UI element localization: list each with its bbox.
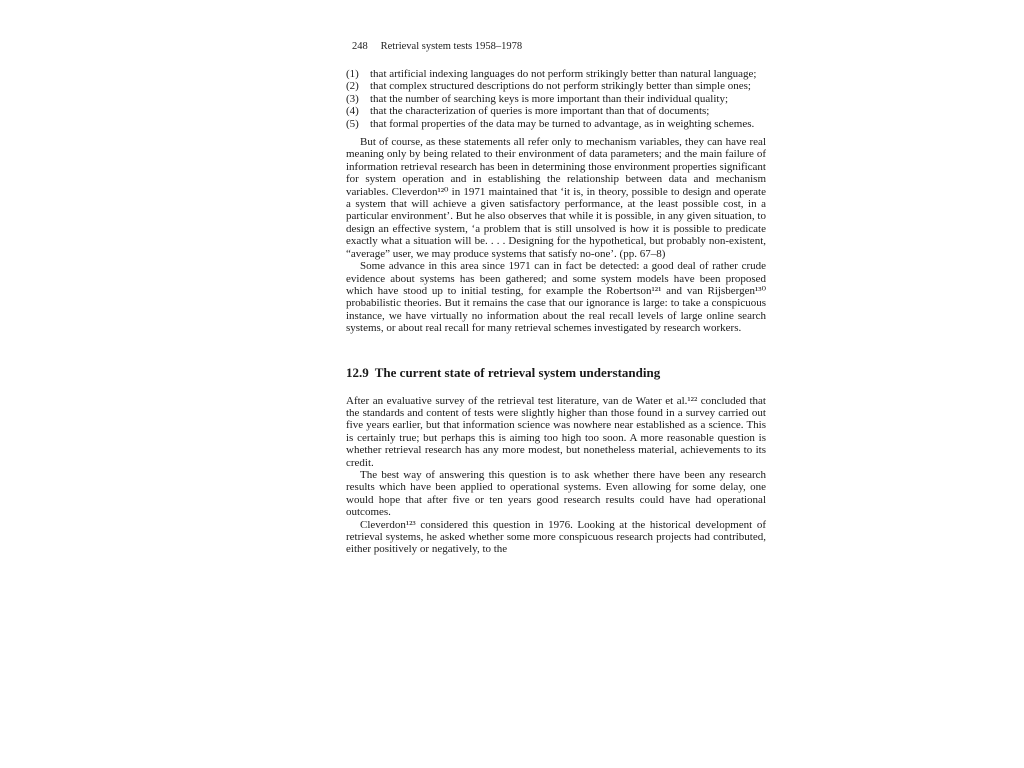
list-item [346,118,766,130]
body-paragraph: After an evaluative survey of the retrieval test literature, van de Water et al.¹²² concluded that the standards and content of tests were slightly higher than those found in a survey carried out five years earlier, but that information science was nowhere near established as a science. This is certainly true; but perhaps this is aiming too high too soon. A more reasonable question is whether retrieval research has any more modest, but nonetheless material, achievements to its credit. [346,394,766,469]
list-item-text: that artificial indexing languages do not perform strikingly better than natural language; [370,68,757,80]
body-paragraph: Cleverdon¹²³ considered this question in 1976. Looking at the historical development of retrieval systems, he asked whether some more conspicuous research projects had contributed, either positively or negatively, to the [346,518,766,556]
section-title: The current state of retrieval system understanding [374,364,661,380]
text-column [346,40,766,556]
running-head-title: Retrieval system tests 1958–1978 [380,41,523,52]
list-item [346,68,766,80]
list-item-text: that formal properties of the data may be turned to advantage, as in weighting schemes. [370,117,755,130]
list-item-number: (3) [346,92,359,105]
list-item-number: (2) [346,80,359,93]
body-paragraph: The best way of answering this question is to ask whether there have been any research results which have been applied to operational systems. Even allowing for some delay, one would hope that after five or ten years good research results could have had operational outcomes. [346,468,766,519]
list-item [346,93,766,105]
body-paragraph: Some advance in this area since 1971 can in fact be detected: a good deal of rather crude evidence about systems has been gathered; and some system models have been proposed which have stood up to initial testing, for example the Robertson¹²¹ and van Rijsbergen¹³⁰ probabilistic theories. But it remains the case that our ignorance is large: to take a conspicuous instance, we have virtually no information about the real recall levels of large online search systems, or about real recall for many retrieval schemes investigated by research workers. [346,260,766,335]
list-item-number: (1) [346,68,359,80]
list-item-text: that complex structured descriptions do not perform strikingly better than simple ones; [370,80,751,93]
body-paragraph: But of course, as these statements all refer only to mechanism variables, they can have real meaning only by being related to their environment of data parameters; and the main failure of information retrieval research has been in determining those environment properties significant for system operation and in establishing the relationship between data and mechanism variables. Cleverdon¹²⁰ in 1971 maintained that ‘it is, in theory, possible to design and operate a system that will achieve a given satisfactory performance, at the least possible cost, in a particular environment’. But he also observes that while it is possible, in any given situation, to design an effective system, ‘a problem that is still unsolved is how it is possible to predicate exactly what a situation will be. . . . Designing for the hypothetical, but probably non-existent, “average” user, we may produce systems that satisfy no-one’. (pp. 67–8) [346,136,766,260]
list-item-number: (4) [346,105,359,118]
page-number: 248 [352,41,368,52]
list-item-text: that the number of searching keys is more important than their individual quality; [370,92,729,105]
running-head [352,40,766,54]
section-heading [346,365,766,381]
section-number: 12.9 [346,364,369,380]
list-item-number: (5) [346,117,359,130]
list-item [346,80,766,92]
list-item [346,105,766,117]
findings-list [346,68,766,130]
list-item-text: that the characterization of queries is more important than that of documents; [370,105,710,118]
